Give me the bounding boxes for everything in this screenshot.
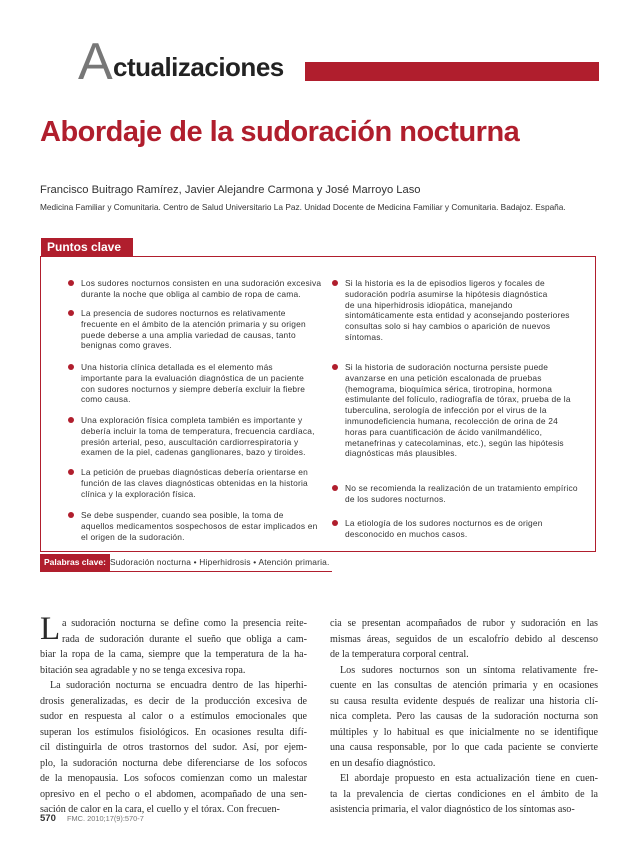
key-points-title: Puntos clave — [41, 238, 133, 256]
key-point-line: de los sudores nocturnos. — [345, 493, 446, 504]
bullet-icon — [332, 520, 338, 526]
article-title: Abordaje de la sudoración nocturna — [40, 116, 520, 148]
key-point-item — [68, 308, 312, 351]
section-initial: A — [78, 33, 113, 91]
bullet-icon — [68, 310, 74, 316]
body-text-line: bitación sea agradable y no se tenga excesiva ropa. — [40, 664, 246, 676]
bullet-icon — [68, 417, 74, 423]
bullet-icon — [68, 364, 74, 370]
key-point-item — [332, 518, 578, 540]
key-point-line: La presencia de sudores nocturnos es relativamente — [81, 308, 286, 318]
key-point-line: Se debe suspender, cuando sea posible, la toma de — [81, 510, 284, 520]
body-left-column — [40, 611, 307, 818]
bullet-icon — [332, 364, 338, 370]
key-point-line: consultas solo si hay cambios o aparición de nuevos — [345, 321, 551, 332]
body-text-line: de la temperatura corporal central. — [330, 649, 469, 660]
body-text-line: La sudoración nocturna se encuadra dentro de las hiperhi- — [50, 680, 307, 691]
body-text-line: mismas áreas, seguidos de un escalofrío debido al descenso — [330, 633, 598, 645]
key-point-line: horas para cuantificación de ácido vanilmandélico, — [345, 426, 543, 437]
body-text-line: sudor en respuesta al calor o a estímulos emocionales que — [40, 711, 307, 722]
key-point-line: sintomáticamente esta entidad y aconsejando posteriores — [345, 310, 570, 321]
body-text-line: asistencia primaria, el valor diagnóstico de los síntomas aso- — [330, 804, 575, 815]
key-point-line: clínica y la exploración física. — [81, 488, 196, 499]
key-point-item — [68, 510, 318, 542]
body-text-line: en un desafío diagnóstico. — [330, 757, 436, 769]
key-point-line: avanzarse en una petición escalonada de pruebas — [345, 372, 542, 383]
journal-reference: FMC. 2010;17(9):570-7 — [67, 814, 144, 823]
key-point-line: síntomas. — [345, 331, 384, 342]
affiliation: Medicina Familiar y Comunitaria. Centro de Salud Universitario La Paz. Unidad Docente de Medicina Familiar y Comunitaria. Badajoz. España. — [40, 202, 566, 212]
key-point-line: metanefrinas y catecolaminas, etc.), según las hipótesis — [345, 437, 564, 448]
body-text-line: sación de calor en la cara, el cuello y el tórax. Con frecuen- — [40, 804, 280, 815]
body-text-line: su causa resulta evidente después de realizar una historia clí- — [330, 695, 598, 707]
key-point-line: sudoración podría asumirse la hipótesis diagnóstica — [345, 288, 548, 299]
body-text-line: a sudoración nocturna se define como la presencia reite- — [62, 618, 307, 629]
key-point-line: examen de la piel, cadenas ganglionares, bazo y tiroides. — [81, 447, 306, 458]
key-point-line: puede deberse a una amplia variedad de causas, tanto — [81, 329, 296, 340]
key-point-line: durante la noche que obliga al cambio de ropa de cama. — [81, 288, 301, 299]
body-text-line: cuente en las consultas de atención primaria y en ocasiones — [330, 680, 598, 691]
key-point-line: inmunodeficiencia humana, recolección de orina de 24 — [345, 415, 558, 426]
key-point-item — [332, 483, 578, 505]
authors: Francisco Buitrago Ramírez, Javier Alejandre Carmona y José Marroyo Laso — [40, 184, 421, 196]
key-point-line: Si la historia de sudoración nocturna persiste puede — [345, 362, 549, 372]
page-number: 570 — [40, 813, 56, 824]
key-point-line: aquellos medicamentos sospechosos de estar implicados en — [81, 520, 318, 531]
bullet-icon — [68, 280, 74, 286]
key-point-line: de una hiperhidrosis idiopática, manejando — [345, 299, 513, 310]
key-point-line: tuberculina, serología de infección por el virus de la — [345, 405, 547, 416]
key-point-item — [332, 278, 578, 343]
body-text-line: biar la ropa de la cama, siempre que la temperatura de la ha- — [40, 649, 307, 660]
section-label: ctualizaciones — [113, 52, 284, 82]
key-point-line: función de las claves diagnósticas obtenidas en la historia — [81, 477, 308, 488]
key-point-item — [68, 362, 312, 405]
key-point-item — [332, 362, 578, 459]
body-text-line: cia se presentan acompañados de rubor y sudoración en las — [330, 618, 598, 629]
key-point-line: diagnósticas más plausibles. — [345, 448, 458, 459]
bullet-icon — [332, 485, 338, 491]
keywords-rule — [40, 571, 332, 572]
key-point-line: desconocido en muchos casos. — [345, 528, 468, 539]
keywords-text: Sudoración nocturna • Hiperhidrosis • Atención primaria. — [110, 557, 330, 567]
key-point-line: con sudores nocturnos y siempre debería excluir la fiebre — [81, 383, 306, 394]
key-point-line: presión arterial, peso, auscultación cardiorrespiratoria y — [81, 436, 299, 447]
bullet-icon — [68, 512, 74, 518]
key-point-line: (hemograma, bioquímica sérica, tirotropina, hormona — [345, 383, 553, 394]
key-point-item — [68, 467, 312, 499]
body-text-line: ta la prevalencia de ciertas condiciones en el ámbito de la — [330, 788, 598, 800]
key-point-line: frecuente en el ámbito de la atención primaria y su origen — [81, 318, 306, 329]
body-text-line: El abordaje propuesto en esta actualización tiene en cuen- — [340, 773, 598, 784]
key-point-line: La petición de pruebas diagnósticas debería orientarse en — [81, 467, 308, 477]
key-point-line: debería incluir la toma de temperatura, frecuencia cardíaca, — [81, 425, 315, 436]
key-point-line: como causa. — [81, 394, 131, 405]
body-text-line: rada de sudoración durante el sueño que obliga a cam- — [62, 633, 307, 645]
body-text-line: plo, la sudoración nocturna debe diferenciarse de los sofocos — [40, 757, 307, 769]
body-text-line: una causa responsable, por lo que cada paciente se convierte — [330, 742, 598, 753]
key-point-line: Los sudores nocturnos consisten en una sudoración excesiva — [81, 278, 322, 288]
body-text-line: de la menopausia. Los sofocos comienzan como un malestar — [40, 773, 307, 784]
key-point-line: estimulante del folículo, radiografía de tórax, prueba de la — [345, 394, 571, 405]
body-text-line: múltiples y lo habitual es que inicialmente no se identifique — [330, 726, 598, 738]
key-point-line: el origen de la sudoración. — [81, 531, 185, 542]
body-text-line: cil distinguirla de otros trastornos del sudor. Así, por ejem- — [40, 742, 307, 753]
key-point-line: Una historia clínica detallada es el elemento más — [81, 362, 273, 372]
keywords-label: Palabras clave: — [40, 554, 110, 571]
section-bar — [305, 62, 599, 81]
body-text-line: nica completa. Pero las causas de la sudoración nocturna son — [330, 711, 598, 722]
key-point-line: Si la historia es la de episodios ligeros y focales de — [345, 278, 545, 288]
key-point-item — [68, 278, 322, 300]
bullet-icon — [332, 280, 338, 286]
body-text-line: drosis generalizadas, es decir de la producción excesiva de — [40, 695, 307, 707]
drop-cap: L — [40, 611, 61, 647]
key-point-item — [68, 415, 315, 458]
key-point-line: importante para la evaluación diagnóstica de un paciente — [81, 372, 305, 383]
key-point-line: benignas como graves. — [81, 340, 172, 351]
bullet-icon — [68, 469, 74, 475]
body-text-line: opresivo en el pecho o el abdomen, acompañado de una sen- — [40, 788, 307, 800]
key-point-line: La etiología de los sudores nocturnos es de origen — [345, 518, 543, 528]
body-text-line: Los sudores nocturnos son un síntoma relativamente fre- — [340, 664, 598, 676]
body-text-line: superan los estímulos fisiológicos. En ocasiones resulta difí- — [40, 726, 307, 738]
key-point-line: Una exploración física completa también es importante y — [81, 415, 303, 425]
key-point-line: No se recomienda la realización de un tratamiento empírico — [345, 483, 578, 493]
body-right-column — [330, 616, 598, 818]
